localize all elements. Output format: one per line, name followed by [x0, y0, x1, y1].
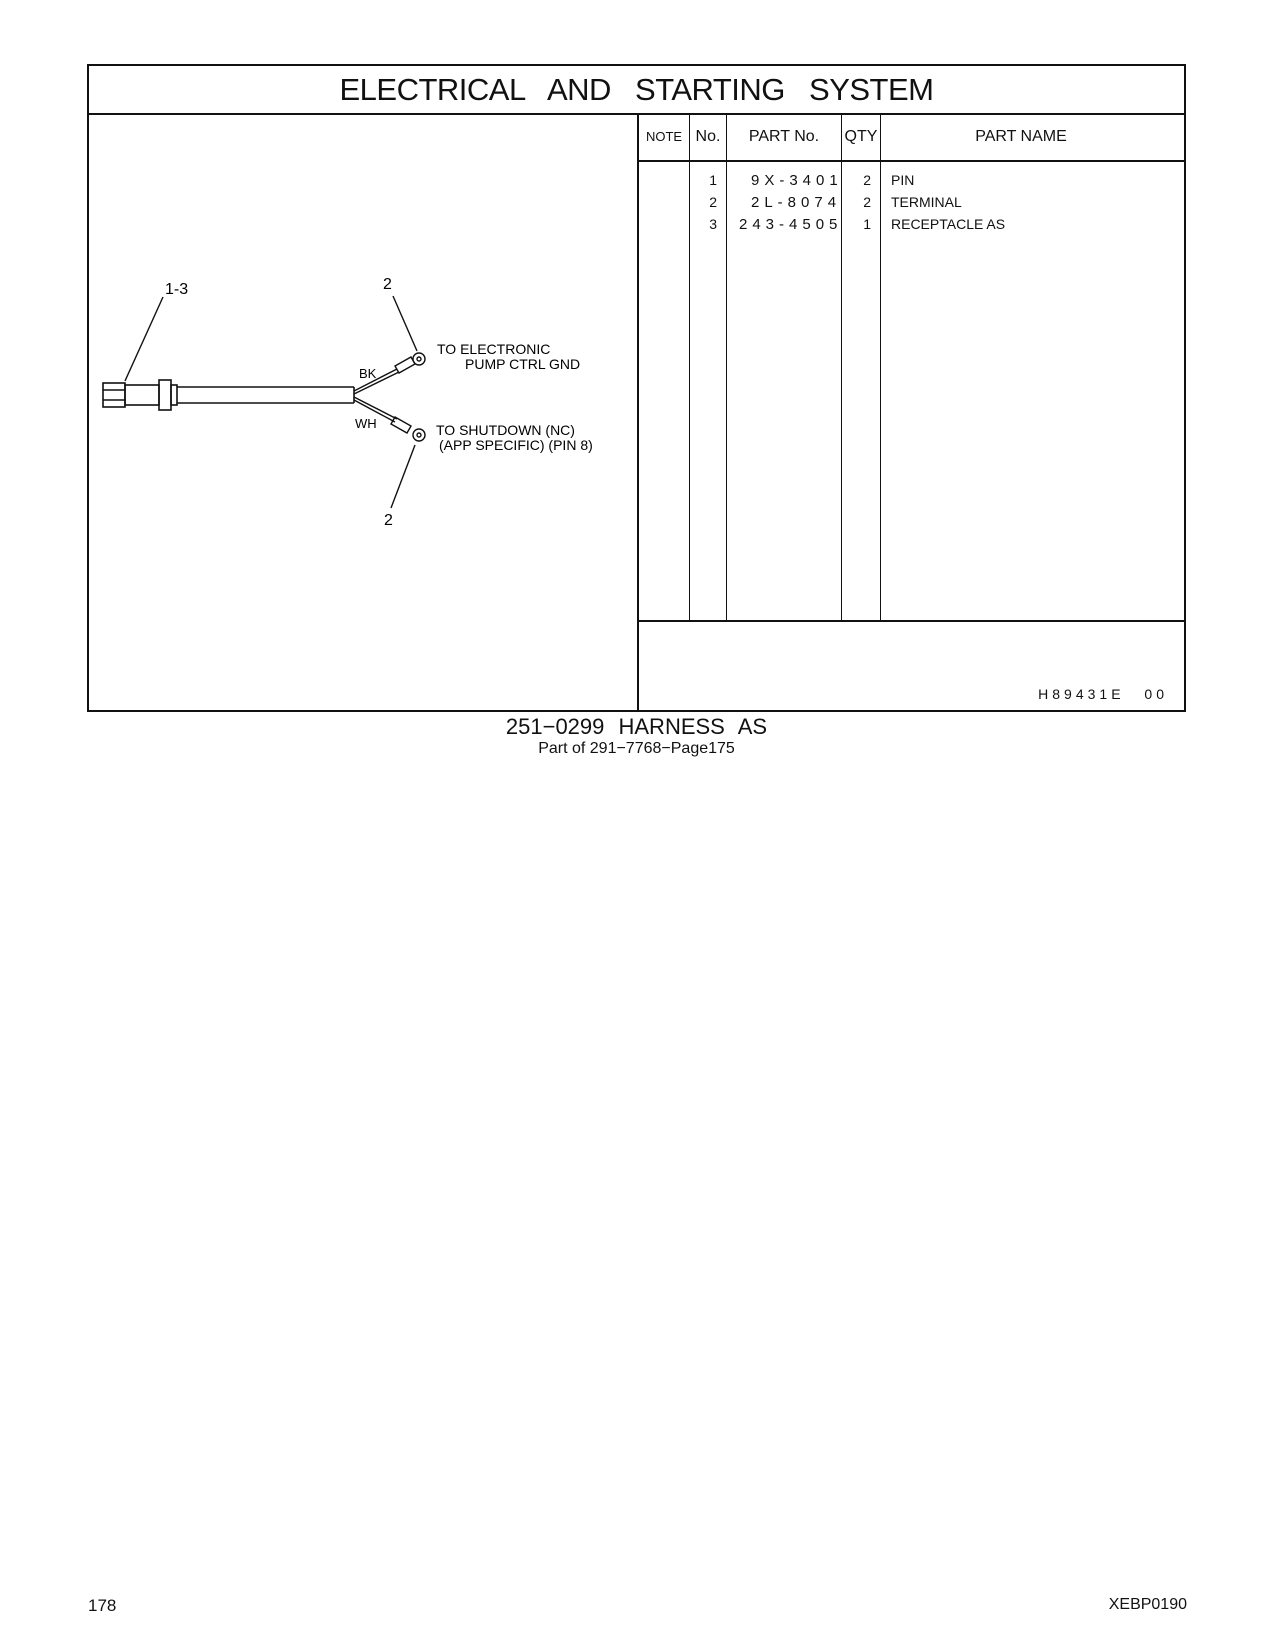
row-part-no: 2L-8074: [751, 194, 842, 211]
row-part-name: RECEPTACLE AS: [891, 216, 1006, 232]
section-title-bar: [89, 66, 1184, 115]
row-qty: 2: [863, 172, 871, 188]
row-part-name: TERMINAL: [891, 194, 962, 210]
dest-top-line2: PUMP CTRL GND: [465, 356, 581, 372]
row-qty: 1: [863, 216, 871, 232]
table-footer: [639, 620, 1184, 714]
wire-label-wh: WH: [355, 416, 377, 431]
row-part-no: 243-4505: [739, 216, 843, 233]
callout-bottom: 2: [384, 512, 393, 529]
callout-connector: 1-3: [165, 281, 189, 298]
dest-top-line1: TO ELECTRONIC: [437, 341, 551, 357]
page-number: 178: [88, 1596, 117, 1615]
col-header-part-name: PART NAME: [975, 127, 1067, 145]
connector-drawing: [103, 380, 354, 410]
leader-lines: [125, 296, 417, 508]
section-title: ELECTRICAL AND STARTING SYSTEM: [339, 71, 934, 107]
figure-subcaption: Part of 291−7768−Page175: [538, 740, 735, 757]
row-no: 3: [709, 216, 717, 232]
row-qty: 2: [863, 194, 871, 210]
document-id: XEBP0190: [1108, 1596, 1187, 1613]
harness-diagram: [89, 113, 637, 712]
parts-frame: [87, 64, 1186, 712]
col-header-qty: QTY: [844, 127, 878, 145]
drawing-id: H89431E 00: [1038, 686, 1168, 702]
dest-bottom-line2: (APP SPECIFIC) (PIN 8): [439, 437, 593, 453]
row-part-name: PIN: [891, 172, 915, 188]
col-header-no: No.: [695, 127, 721, 145]
col-header-part-no: PART No.: [748, 127, 820, 145]
callout-top: 2: [383, 276, 392, 293]
row-part-no: 9X-3401: [751, 172, 843, 189]
figure-caption: 251−0299 HARNESS AS: [505, 714, 768, 739]
table-row: [639, 170, 1184, 193]
dest-bottom-line1: TO SHUTDOWN (NC): [436, 422, 575, 438]
wire-label-bk: BK: [359, 366, 377, 381]
col-header-note: NOTE: [645, 129, 683, 144]
table-row: [639, 214, 1184, 237]
row-no: 2: [709, 194, 717, 210]
row-no: 1: [709, 172, 717, 188]
parts-table: [639, 113, 1184, 620]
table-row: [639, 192, 1184, 215]
